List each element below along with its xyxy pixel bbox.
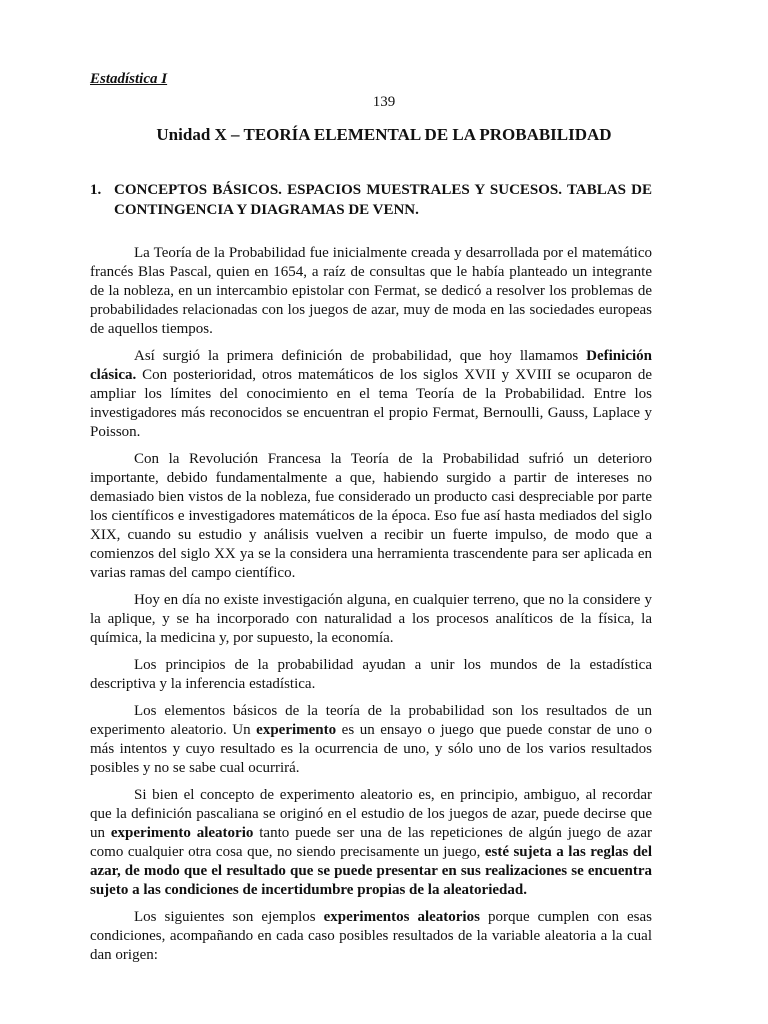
course-header: Estadística I — [90, 71, 168, 87]
section-title: CONCEPTOS BÁSICOS. ESPACIOS MUESTRALES Y SUCESOS. TABLAS DE CONTINGENCIA Y DIAGRAMAS DE VENN. — [114, 182, 652, 218]
paragraph-7-text-a: Si bien el concepto de experimento aleatorio es, en principio, ambiguo, al recordar que la definición pascaliana se originó en el estudio de los juegos de azar, puede decirse que un — [90, 787, 652, 841]
paragraph-6-text-a: Los elementos básicos de la teoría de la probabilidad son los resultados de un experimento aleatorio. Un — [90, 703, 652, 738]
page-number: 139 — [372, 94, 396, 110]
paragraph-8-text-a: Los siguientes son ejemplos — [134, 909, 324, 925]
paragraph-2-text-a: Así surgió la primera definición de probabilidad, que hoy llamamos — [134, 348, 587, 364]
section-heading — [90, 180, 652, 220]
section-number: 1. — [90, 182, 102, 198]
paragraph-4: Hoy en día no existe investigación alguna, en cualquier terreno, que no la considere y la aplique, y se ha incorporado con naturalidad a los procesos analíticos de la física, la química, la medicina y, por supuesto, la economía. — [90, 592, 652, 646]
unit-title: Unidad X – TEORÍA ELEMENTAL DE LA PROBABILIDAD — [156, 125, 612, 144]
paragraph-7-text-c: tanto puede ser una de las repeticiones de algún juego de azar como cualquier otra cosa que, no siendo precisamente un juego, — [90, 825, 652, 860]
paragraph-6-bold-term: experimento — [256, 722, 337, 738]
paragraph-8-text-c: porque cumplen con esas condiciones, acompañando en cada caso posibles resultados de la variable aleatoria a la cual dan origen: — [90, 909, 652, 963]
paragraph-1: La Teoría de la Probabilidad fue inicialmente creada y desarrollada por el matemático francés Blas Pascal, quien en 1654, a raíz de consultas que le había planteado un integrante de la nobleza, en un intercambio epistolar con Fermat, se dedicó a resolver los problemas de probabilidades relacionadas con los juegos de azar, muy de moda en las sociedades europeas de aquellos tiempos. — [90, 245, 652, 337]
paragraph-6 — [90, 702, 652, 778]
paragraph-2 — [90, 347, 652, 442]
paragraph-7-bold-term: experimento aleatorio — [110, 825, 254, 841]
paragraph-5: Los principios de la probabilidad ayudan a unir los mundos de la estadística descriptiva y la inferencia estadística. — [90, 657, 652, 692]
paragraph-2-bold-term: Definición clásica. — [90, 348, 652, 383]
paragraph-2-text-c: Con posterioridad, otros matemáticos de los siglos XVII y XVIII se ocuparon de ampliar los límites del conocimiento en el tema Teoría de la Probabilidad. Entre los investigadores más reconocidos se encuentran el propio Fermat, Bernoulli, Gauss, Laplace y Poisson. — [90, 367, 652, 440]
paragraph-7 — [90, 786, 652, 900]
paragraph-3: Con la Revolución Francesa la Teoría de la Probabilidad sufrió un deterioro importante, debido fundamentalmente a que, habiendo surgido a partir de intereses no demasiado bien vistos de la nobleza, fue considerado un producto casi despreciable por parte los científicos e investigadores matemáticos de la época. Eso fue así hasta mediados del siglo XIX, cuando su estudio y análisis vuelven a recibir un fuerte impulso, de modo que a comienzos del siglo XX ya se la considera una herramienta trascendente para ser aplicada en varias ramas del campo científico. — [90, 451, 652, 581]
body-text — [90, 244, 652, 973]
paragraph-6-text-c: es un ensayo o juego que puede constar de uno o más intentos y cuyo resultado es la ocurrencia de uno, y sólo uno de los varios resultados posibles y no se sabe cual ocurrirá. — [90, 722, 653, 776]
paragraph-8 — [90, 908, 652, 965]
paragraph-8-bold-term: experimentos aleatorios — [323, 909, 480, 925]
paragraph-7-bold-statement: esté sujeta a las reglas del azar, de modo que el resultado que se puede presentar en sus realizaciones se encuentra sujeto a las condiciones de incertidumbre propias de la aleatoriedad. — [90, 844, 652, 898]
